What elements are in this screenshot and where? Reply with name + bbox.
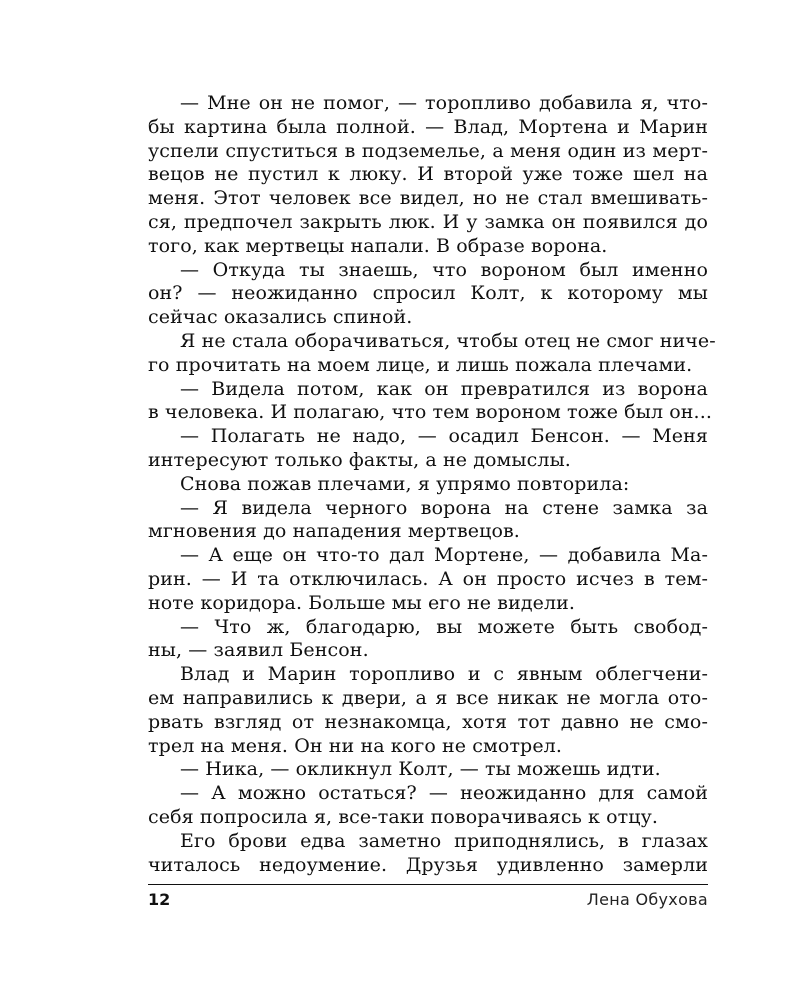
- footer-divider: [148, 884, 708, 885]
- text-line: Я не стала оборачиваться, чтобы отец не смог ниче-: [180, 329, 716, 352]
- text-line: — Полагать не надо, — осадил Бенсон. — Меня: [180, 425, 708, 448]
- text-line: интересуют только факты, а не домыслы.: [148, 448, 571, 471]
- text-line: — Я видела черного ворона на стене замка за: [180, 496, 708, 519]
- text-line: Влад и Марин торопливо и с явным облегчени-: [180, 663, 708, 686]
- text-line: сейчас оказались спиной.: [148, 306, 413, 329]
- running-footer-author: Лена Обухова: [586, 890, 708, 909]
- body-text: [148, 92, 716, 877]
- text-line: он? — неожиданно спросил Колт, к которому мы: [148, 282, 708, 305]
- text-line: ем направились к двери, а я все никак не могла ото-: [148, 686, 708, 709]
- text-line: — А можно остаться? — неожиданно для самой: [180, 782, 708, 805]
- text-line: успели спуститься в подземелье, а меня один из мерт-: [148, 139, 708, 162]
- text-line: Снова пожав плечами, я упрямо повторила:: [180, 472, 630, 495]
- text-line: вецов не пустил к люку. И второй уже тоже шел на: [148, 163, 708, 186]
- text-line: рвать взгляд от незнакомца, хотя тот давно не смо-: [148, 710, 708, 733]
- page-number: 12: [148, 890, 171, 909]
- text-line: ны, — заявил Бенсон.: [148, 639, 369, 662]
- text-line: — А еще он что-то дал Мортене, — добавила Ма-: [180, 544, 708, 567]
- text-line: ноте коридора. Больше мы его не видели.: [148, 591, 576, 614]
- text-line: — Откуда ты знаешь, что вороном был именно: [180, 258, 708, 281]
- text-line: читалось недоумение. Друзья удивленно замерли: [148, 853, 708, 876]
- text-line: меня. Этот человек все видел, но не стал вмешивать-: [148, 187, 708, 210]
- text-line: — Видела потом, как он превратился из ворона: [180, 377, 708, 400]
- text-line: — Ника, — окликнул Колт, — ты можешь идти.: [180, 758, 661, 781]
- text-line: Его брови едва заметно приподнялись, в глазах: [180, 829, 708, 852]
- text-line: ся, предпочел закрыть люк. И у замка он появился до: [148, 210, 708, 233]
- text-line: го прочитать на моем лице, и лишь пожала плечами.: [148, 353, 693, 376]
- text-line: в человека. И полагаю, что тем вороном тоже был он...: [148, 401, 712, 424]
- text-line: бы картина была полной. — Влад, Мортена и Марин: [148, 115, 708, 138]
- text-line: рин. — И та отключилась. А он просто исчез в тем-: [148, 567, 708, 590]
- text-line: мгновения до нападения мертвецов.: [148, 520, 520, 543]
- text-line: трел на меня. Он ни на кого не смотрел.: [148, 734, 562, 757]
- text-line: себя попросила я, все-таки поворачиваясь к отцу.: [148, 805, 659, 828]
- text-line: — Что ж, благодарю, вы можете быть свобод-: [180, 615, 708, 638]
- text-line: — Мне он не помог, — торопливо добавила я, что-: [180, 92, 708, 114]
- text-line: того, как мертвецы напали. В образе ворона.: [148, 234, 608, 257]
